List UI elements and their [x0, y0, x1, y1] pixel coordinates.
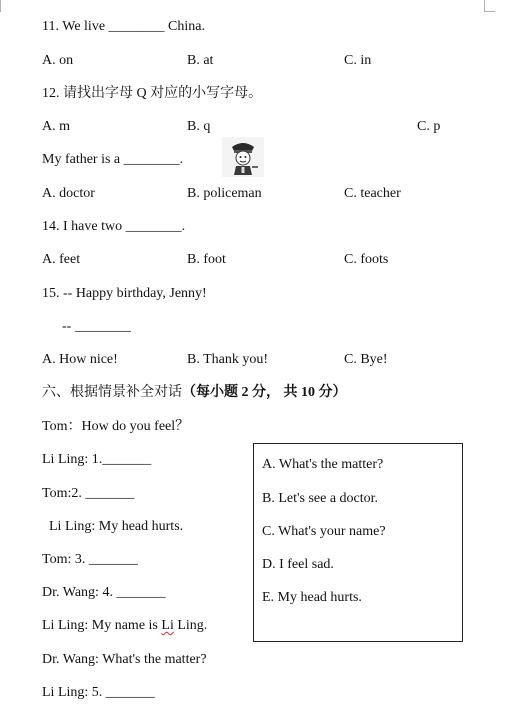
dialogue-line-6: Dr. Wang: 4. _______ — [42, 585, 166, 600]
q11-option-b: B. at — [187, 53, 214, 68]
q15-option-a: A. How nice! — [42, 352, 118, 367]
page-corner-mark-right-h — [485, 11, 495, 12]
q12-option-c: C. p — [417, 119, 441, 134]
q13-option-a: A. doctor — [42, 186, 95, 201]
q11-question: 11. We live ________ China. — [42, 19, 205, 34]
q15-option-c: C. Bye! — [344, 352, 388, 367]
choice-a: A. What's the matter? — [262, 457, 384, 472]
q12-option-a: A. m — [42, 119, 70, 134]
dialogue-line-9: Li Ling: 5. _______ — [42, 685, 155, 700]
choice-e: E. My head hurts. — [262, 590, 362, 605]
choice-c: C. What's your name? — [262, 524, 386, 539]
dialogue-line-7-prefix: Li Ling: My name is — [42, 618, 162, 633]
dialogue-line-7 — [42, 617, 207, 635]
dialogue-line-3: Tom:2. _______ — [42, 486, 135, 501]
choice-b: B. Let's see a doctor. — [262, 491, 379, 506]
choice-d: D. I feel sad. — [262, 557, 334, 572]
dialogue-name-ling: Ling. — [173, 618, 208, 633]
q14-option-a: A. feet — [42, 252, 81, 267]
dialogue-line-8: Dr. Wang: What's the matter? — [42, 652, 207, 667]
q15-option-b: B. Thank you! — [187, 352, 269, 367]
dialogue-line-2: Li Ling: 1._______ — [42, 452, 152, 467]
q13-option-c: C. teacher — [344, 186, 401, 201]
section6-heading-score: （每小题 2 分， 共 10 分） — [182, 385, 347, 400]
policeman-cartoon-icon — [222, 137, 264, 177]
q14-question: 14. I have two ________. — [42, 219, 186, 234]
q14-option-b: B. foot — [187, 252, 226, 267]
answer-choices-box — [253, 443, 463, 642]
q15-question: 15. -- Happy birthday, Jenny! — [42, 286, 207, 301]
q11-option-c: C. in — [344, 53, 372, 68]
dialogue-line-4: Li Ling: My head hurts. — [49, 519, 184, 534]
q14-option-c: C. foots — [344, 252, 389, 267]
dialogue-line-1: Tom：How do you feel？ — [42, 419, 190, 434]
section6-heading — [42, 384, 347, 402]
q11-option-a: A. on — [42, 53, 74, 68]
dialogue-line-5: Tom: 3. _______ — [42, 552, 138, 567]
q15-reply: -- ________ — [62, 319, 131, 334]
section6-heading-cn: 六、根据情景补全对话 — [42, 385, 182, 400]
q13-option-b: B. policeman — [187, 186, 262, 201]
q12-option-b: B. q — [187, 119, 211, 134]
page-corner-mark-left — [0, 0, 1, 12]
q12-question: 12. 请找出字母 Q 对应的小写字母。 — [42, 86, 263, 101]
q13-question: My father is a ________. — [42, 152, 184, 167]
dialogue-name-li: Li — [161, 618, 174, 633]
